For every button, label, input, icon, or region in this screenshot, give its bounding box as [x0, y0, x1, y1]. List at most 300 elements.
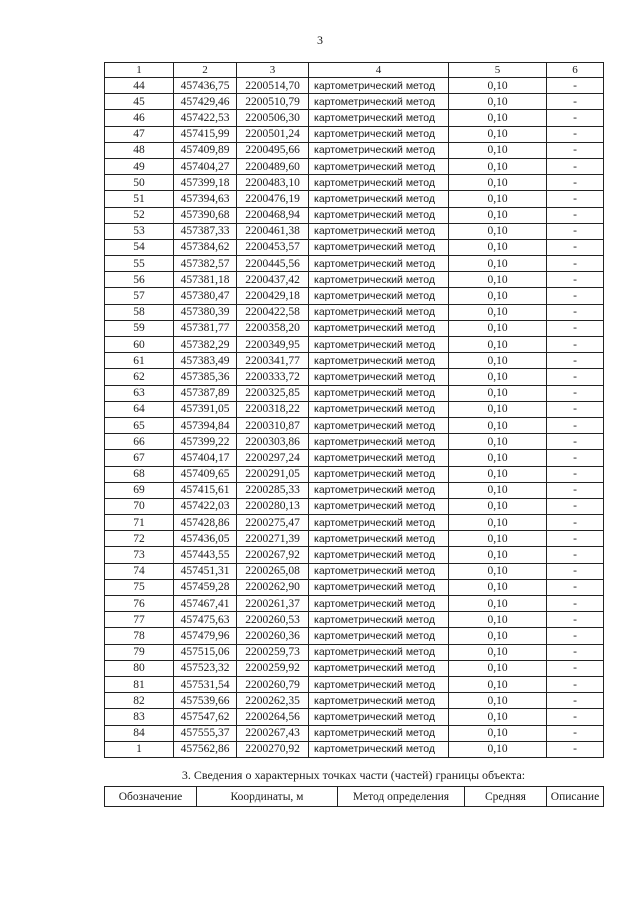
method-cell: картометрический метод — [309, 369, 449, 385]
table-row — [105, 401, 604, 417]
table-row — [105, 628, 604, 644]
description-cell: - — [547, 434, 604, 450]
x-coordinate-cell: 457539,66 — [174, 693, 237, 709]
point-number-cell: 68 — [105, 466, 174, 482]
y-coordinate-cell: 2200468,94 — [237, 207, 309, 223]
x-coordinate-cell: 457404,27 — [174, 158, 237, 174]
x-coordinate-cell: 457415,61 — [174, 482, 237, 498]
table-row — [105, 126, 604, 142]
accuracy-cell: 0,10 — [449, 547, 547, 563]
point-number-cell: 69 — [105, 482, 174, 498]
point-number-cell: 58 — [105, 304, 174, 320]
y-coordinate-cell: 2200445,56 — [237, 256, 309, 272]
y-coordinate-cell: 2200483,10 — [237, 175, 309, 191]
table-row — [105, 596, 604, 612]
y-coordinate-cell: 2200501,24 — [237, 126, 309, 142]
designation-header: Обозначение — [105, 787, 197, 807]
x-coordinate-cell: 457467,41 — [174, 596, 237, 612]
method-cell: картометрический метод — [309, 676, 449, 692]
x-coordinate-cell: 457399,18 — [174, 175, 237, 191]
accuracy-cell: 0,10 — [449, 288, 547, 304]
point-number-cell: 80 — [105, 660, 174, 676]
point-number-cell: 49 — [105, 158, 174, 174]
method-cell: картометрический метод — [309, 158, 449, 174]
y-coordinate-cell: 2200341,77 — [237, 353, 309, 369]
coordinates-header: Координаты, м — [197, 787, 338, 807]
method-cell: картометрический метод — [309, 515, 449, 531]
description-cell: - — [547, 709, 604, 725]
table-row — [105, 434, 604, 450]
point-number-cell: 53 — [105, 223, 174, 239]
point-number-cell: 73 — [105, 547, 174, 563]
column-number: 4 — [309, 63, 449, 78]
point-number-cell: 60 — [105, 337, 174, 353]
accuracy-cell: 0,10 — [449, 78, 547, 94]
point-number-cell: 72 — [105, 531, 174, 547]
accuracy-cell: 0,10 — [449, 272, 547, 288]
accuracy-cell: 0,10 — [449, 644, 547, 660]
description-cell: - — [547, 320, 604, 336]
point-number-cell: 81 — [105, 676, 174, 692]
accuracy-cell: 0,10 — [449, 741, 547, 757]
method-cell: картометрический метод — [309, 272, 449, 288]
accuracy-cell: 0,10 — [449, 612, 547, 628]
table-row — [105, 579, 604, 595]
y-coordinate-cell: 2200461,38 — [237, 223, 309, 239]
point-number-cell: 51 — [105, 191, 174, 207]
table-row — [105, 191, 604, 207]
x-coordinate-cell: 457422,03 — [174, 498, 237, 514]
accuracy-cell: 0,10 — [449, 466, 547, 482]
page-number: 3 — [317, 33, 323, 47]
table-row — [105, 207, 604, 223]
method-cell: картометрический метод — [309, 693, 449, 709]
table-row — [105, 256, 604, 272]
x-coordinate-cell: 457390,68 — [174, 207, 237, 223]
table-row — [105, 547, 604, 563]
method-cell: картометрический метод — [309, 353, 449, 369]
table-row — [105, 110, 604, 126]
y-coordinate-cell: 2200358,20 — [237, 320, 309, 336]
accuracy-cell: 0,10 — [449, 158, 547, 174]
point-number-cell: 74 — [105, 563, 174, 579]
coordinates-table-body — [105, 63, 604, 758]
table-row — [105, 239, 604, 255]
x-coordinate-cell: 457555,37 — [174, 725, 237, 741]
y-coordinate-cell: 2200271,39 — [237, 531, 309, 547]
table-row — [105, 369, 604, 385]
description-cell: - — [547, 369, 604, 385]
section-3-header-table — [104, 786, 604, 807]
x-coordinate-cell: 457451,31 — [174, 563, 237, 579]
method-cell: картометрический метод — [309, 191, 449, 207]
table-row — [105, 417, 604, 433]
description-cell: - — [547, 482, 604, 498]
accuracy-cell: 0,10 — [449, 126, 547, 142]
y-coordinate-cell: 2200325,85 — [237, 385, 309, 401]
method-cell: картометрический метод — [309, 466, 449, 482]
y-coordinate-cell: 2200260,36 — [237, 628, 309, 644]
description-cell: - — [547, 304, 604, 320]
description-cell: - — [547, 337, 604, 353]
description-cell: - — [547, 353, 604, 369]
point-number-cell: 77 — [105, 612, 174, 628]
y-coordinate-cell: 2200514,70 — [237, 78, 309, 94]
description-cell: - — [547, 239, 604, 255]
description-cell: - — [547, 126, 604, 142]
table-row — [105, 660, 604, 676]
accuracy-cell: 0,10 — [449, 628, 547, 644]
y-coordinate-cell: 2200275,47 — [237, 515, 309, 531]
x-coordinate-cell: 457523,32 — [174, 660, 237, 676]
x-coordinate-cell: 457394,84 — [174, 417, 237, 433]
table-row — [105, 78, 604, 94]
y-coordinate-cell: 2200297,24 — [237, 450, 309, 466]
description-cell: - — [547, 207, 604, 223]
average-header: Средняя — [465, 787, 547, 807]
section-3-title: 3. Сведения о характерных точках части (частей) границы объекта: — [181, 768, 526, 782]
point-number-cell: 50 — [105, 175, 174, 191]
description-cell: - — [547, 741, 604, 757]
table-row — [105, 709, 604, 725]
table-row — [105, 741, 604, 757]
point-number-cell: 65 — [105, 417, 174, 433]
point-number-cell: 83 — [105, 709, 174, 725]
table-row — [105, 272, 604, 288]
y-coordinate-cell: 2200261,37 — [237, 596, 309, 612]
point-number-cell: 70 — [105, 498, 174, 514]
table-row — [105, 450, 604, 466]
method-cell: картометрический метод — [309, 563, 449, 579]
y-coordinate-cell: 2200270,92 — [237, 741, 309, 757]
table-row — [105, 466, 604, 482]
y-coordinate-cell: 2200310,87 — [237, 417, 309, 433]
description-cell: - — [547, 596, 604, 612]
x-coordinate-cell: 457387,33 — [174, 223, 237, 239]
column-number: 1 — [105, 63, 174, 78]
description-cell: - — [547, 644, 604, 660]
column-number-row — [105, 63, 604, 78]
point-number-cell: 66 — [105, 434, 174, 450]
x-coordinate-cell: 457383,49 — [174, 353, 237, 369]
accuracy-cell: 0,10 — [449, 142, 547, 158]
y-coordinate-cell: 2200303,86 — [237, 434, 309, 450]
point-number-cell: 79 — [105, 644, 174, 660]
table-row — [105, 693, 604, 709]
accuracy-cell: 0,10 — [449, 579, 547, 595]
method-cell: картометрический метод — [309, 207, 449, 223]
description-cell: - — [547, 612, 604, 628]
accuracy-cell: 0,10 — [449, 191, 547, 207]
y-coordinate-cell: 2200495,66 — [237, 142, 309, 158]
point-number-cell: 46 — [105, 110, 174, 126]
description-cell: - — [547, 256, 604, 272]
method-cell: картометрический метод — [309, 385, 449, 401]
table-row — [105, 304, 604, 320]
y-coordinate-cell: 2200506,30 — [237, 110, 309, 126]
method-cell: картометрический метод — [309, 725, 449, 741]
column-number: 3 — [237, 63, 309, 78]
point-number-cell: 76 — [105, 596, 174, 612]
method-cell: картометрический метод — [309, 256, 449, 272]
x-coordinate-cell: 457384,62 — [174, 239, 237, 255]
description-cell: - — [547, 288, 604, 304]
description-cell: - — [547, 628, 604, 644]
description-cell: - — [547, 191, 604, 207]
table-row — [105, 482, 604, 498]
description-cell: - — [547, 401, 604, 417]
x-coordinate-cell: 457459,28 — [174, 579, 237, 595]
y-coordinate-cell: 2200259,92 — [237, 660, 309, 676]
x-coordinate-cell: 457547,62 — [174, 709, 237, 725]
y-coordinate-cell: 2200259,73 — [237, 644, 309, 660]
x-coordinate-cell: 457380,47 — [174, 288, 237, 304]
x-coordinate-cell: 457382,29 — [174, 337, 237, 353]
x-coordinate-cell: 457381,77 — [174, 320, 237, 336]
point-number-cell: 52 — [105, 207, 174, 223]
table-row — [105, 353, 604, 369]
table-row — [105, 531, 604, 547]
point-number-cell: 61 — [105, 353, 174, 369]
table-row — [105, 515, 604, 531]
x-coordinate-cell: 457409,89 — [174, 142, 237, 158]
method-cell: картометрический метод — [309, 709, 449, 725]
description-cell: - — [547, 547, 604, 563]
y-coordinate-cell: 2200422,58 — [237, 304, 309, 320]
accuracy-cell: 0,10 — [449, 110, 547, 126]
accuracy-cell: 0,10 — [449, 450, 547, 466]
accuracy-cell: 0,10 — [449, 175, 547, 191]
description-cell: - — [547, 78, 604, 94]
point-number-cell: 56 — [105, 272, 174, 288]
accuracy-cell: 0,10 — [449, 94, 547, 110]
method-cell: картометрический метод — [309, 628, 449, 644]
accuracy-cell: 0,10 — [449, 676, 547, 692]
accuracy-cell: 0,10 — [449, 304, 547, 320]
accuracy-cell: 0,10 — [449, 596, 547, 612]
description-cell: - — [547, 693, 604, 709]
description-cell: - — [547, 498, 604, 514]
x-coordinate-cell: 457436,75 — [174, 78, 237, 94]
y-coordinate-cell: 2200429,18 — [237, 288, 309, 304]
x-coordinate-cell: 457399,22 — [174, 434, 237, 450]
method-cell: картометрический метод — [309, 337, 449, 353]
description-cell: - — [547, 272, 604, 288]
x-coordinate-cell: 457409,65 — [174, 466, 237, 482]
accuracy-cell: 0,10 — [449, 256, 547, 272]
accuracy-cell: 0,10 — [449, 385, 547, 401]
accuracy-cell: 0,10 — [449, 239, 547, 255]
description-cell: - — [547, 676, 604, 692]
x-coordinate-cell: 457381,18 — [174, 272, 237, 288]
y-coordinate-cell: 2200260,53 — [237, 612, 309, 628]
point-number-cell: 54 — [105, 239, 174, 255]
description-cell: - — [547, 385, 604, 401]
point-number-cell: 64 — [105, 401, 174, 417]
method-cell: картометрический метод — [309, 175, 449, 191]
point-number-cell: 71 — [105, 515, 174, 531]
accuracy-cell: 0,10 — [449, 498, 547, 514]
point-number-cell: 1 — [105, 741, 174, 757]
x-coordinate-cell: 457443,55 — [174, 547, 237, 563]
point-number-cell: 62 — [105, 369, 174, 385]
description-cell: - — [547, 563, 604, 579]
method-cell: картометрический метод — [309, 531, 449, 547]
y-coordinate-cell: 2200476,19 — [237, 191, 309, 207]
method-cell: картометрический метод — [309, 612, 449, 628]
x-coordinate-cell: 457531,54 — [174, 676, 237, 692]
description-cell: - — [547, 660, 604, 676]
y-coordinate-cell: 2200453,57 — [237, 239, 309, 255]
description-cell: - — [547, 94, 604, 110]
point-number-cell: 47 — [105, 126, 174, 142]
table-row — [105, 288, 604, 304]
y-coordinate-cell: 2200510,79 — [237, 94, 309, 110]
method-cell: картометрический метод — [309, 660, 449, 676]
y-coordinate-cell: 2200489,60 — [237, 158, 309, 174]
y-coordinate-cell: 2200267,92 — [237, 547, 309, 563]
method-cell: картометрический метод — [309, 596, 449, 612]
y-coordinate-cell: 2200285,33 — [237, 482, 309, 498]
table-row — [105, 175, 604, 191]
method-cell: картометрический метод — [309, 142, 449, 158]
description-header: Описание — [547, 787, 604, 807]
point-number-cell: 48 — [105, 142, 174, 158]
method-cell: картометрический метод — [309, 547, 449, 563]
y-coordinate-cell: 2200267,43 — [237, 725, 309, 741]
method-cell: картометрический метод — [309, 126, 449, 142]
description-cell: - — [547, 725, 604, 741]
method-header: Метод определения — [338, 787, 465, 807]
y-coordinate-cell: 2200262,90 — [237, 579, 309, 595]
method-cell: картометрический метод — [309, 450, 449, 466]
x-coordinate-cell: 457479,96 — [174, 628, 237, 644]
point-number-cell: 75 — [105, 579, 174, 595]
y-coordinate-cell: 2200349,95 — [237, 337, 309, 353]
point-number-cell: 57 — [105, 288, 174, 304]
y-coordinate-cell: 2200260,79 — [237, 676, 309, 692]
accuracy-cell: 0,10 — [449, 434, 547, 450]
description-cell: - — [547, 531, 604, 547]
description-cell: - — [547, 175, 604, 191]
method-cell: картометрический метод — [309, 304, 449, 320]
y-coordinate-cell: 2200280,13 — [237, 498, 309, 514]
description-cell: - — [547, 223, 604, 239]
method-cell: картометрический метод — [309, 288, 449, 304]
accuracy-cell: 0,10 — [449, 693, 547, 709]
y-coordinate-cell: 2200262,35 — [237, 693, 309, 709]
accuracy-cell: 0,10 — [449, 401, 547, 417]
method-cell: картометрический метод — [309, 434, 449, 450]
x-coordinate-cell: 457385,36 — [174, 369, 237, 385]
x-coordinate-cell: 457404,17 — [174, 450, 237, 466]
x-coordinate-cell: 457380,39 — [174, 304, 237, 320]
description-cell: - — [547, 142, 604, 158]
description-cell: - — [547, 515, 604, 531]
accuracy-cell: 0,10 — [449, 207, 547, 223]
accuracy-cell: 0,10 — [449, 320, 547, 336]
point-number-cell: 84 — [105, 725, 174, 741]
method-cell: картометрический метод — [309, 417, 449, 433]
method-cell: картометрический метод — [309, 741, 449, 757]
table-row — [105, 676, 604, 692]
method-cell: картометрический метод — [309, 239, 449, 255]
method-cell: картометрический метод — [309, 320, 449, 336]
x-coordinate-cell: 457382,57 — [174, 256, 237, 272]
table-row — [105, 94, 604, 110]
x-coordinate-cell: 457415,99 — [174, 126, 237, 142]
accuracy-cell: 0,10 — [449, 417, 547, 433]
column-number: 5 — [449, 63, 547, 78]
table-row — [105, 320, 604, 336]
description-cell: - — [547, 450, 604, 466]
accuracy-cell: 0,10 — [449, 531, 547, 547]
method-cell: картометрический метод — [309, 482, 449, 498]
method-cell: картометрический метод — [309, 78, 449, 94]
section-3-header-row — [105, 787, 604, 807]
table-row — [105, 385, 604, 401]
x-coordinate-cell: 457475,63 — [174, 612, 237, 628]
method-cell: картометрический метод — [309, 498, 449, 514]
x-coordinate-cell: 457387,89 — [174, 385, 237, 401]
column-number: 2 — [174, 63, 237, 78]
x-coordinate-cell: 457428,86 — [174, 515, 237, 531]
point-number-cell: 59 — [105, 320, 174, 336]
accuracy-cell: 0,10 — [449, 369, 547, 385]
table-row — [105, 612, 604, 628]
table-row — [105, 142, 604, 158]
point-number-cell: 55 — [105, 256, 174, 272]
y-coordinate-cell: 2200291,05 — [237, 466, 309, 482]
accuracy-cell: 0,10 — [449, 563, 547, 579]
method-cell: картометрический метод — [309, 644, 449, 660]
table-row — [105, 337, 604, 353]
x-coordinate-cell: 457429,46 — [174, 94, 237, 110]
table-row — [105, 223, 604, 239]
description-cell: - — [547, 110, 604, 126]
coordinates-table — [104, 62, 604, 758]
method-cell: картометрический метод — [309, 223, 449, 239]
description-cell: - — [547, 579, 604, 595]
point-number-cell: 78 — [105, 628, 174, 644]
point-number-cell: 82 — [105, 693, 174, 709]
x-coordinate-cell: 457394,63 — [174, 191, 237, 207]
table-row — [105, 725, 604, 741]
accuracy-cell: 0,10 — [449, 223, 547, 239]
x-coordinate-cell: 457391,05 — [174, 401, 237, 417]
y-coordinate-cell: 2200437,42 — [237, 272, 309, 288]
accuracy-cell: 0,10 — [449, 515, 547, 531]
accuracy-cell: 0,10 — [449, 725, 547, 741]
method-cell: картометрический метод — [309, 401, 449, 417]
point-number-cell: 67 — [105, 450, 174, 466]
description-cell: - — [547, 417, 604, 433]
x-coordinate-cell: 457515,06 — [174, 644, 237, 660]
method-cell: картометрический метод — [309, 579, 449, 595]
x-coordinate-cell: 457436,05 — [174, 531, 237, 547]
table-row — [105, 644, 604, 660]
table-row — [105, 498, 604, 514]
description-cell: - — [547, 158, 604, 174]
point-number-cell: 63 — [105, 385, 174, 401]
accuracy-cell: 0,10 — [449, 337, 547, 353]
x-coordinate-cell: 457422,53 — [174, 110, 237, 126]
description-cell: - — [547, 466, 604, 482]
method-cell: картометрический метод — [309, 94, 449, 110]
table-row — [105, 158, 604, 174]
table-row — [105, 563, 604, 579]
method-cell: картометрический метод — [309, 110, 449, 126]
